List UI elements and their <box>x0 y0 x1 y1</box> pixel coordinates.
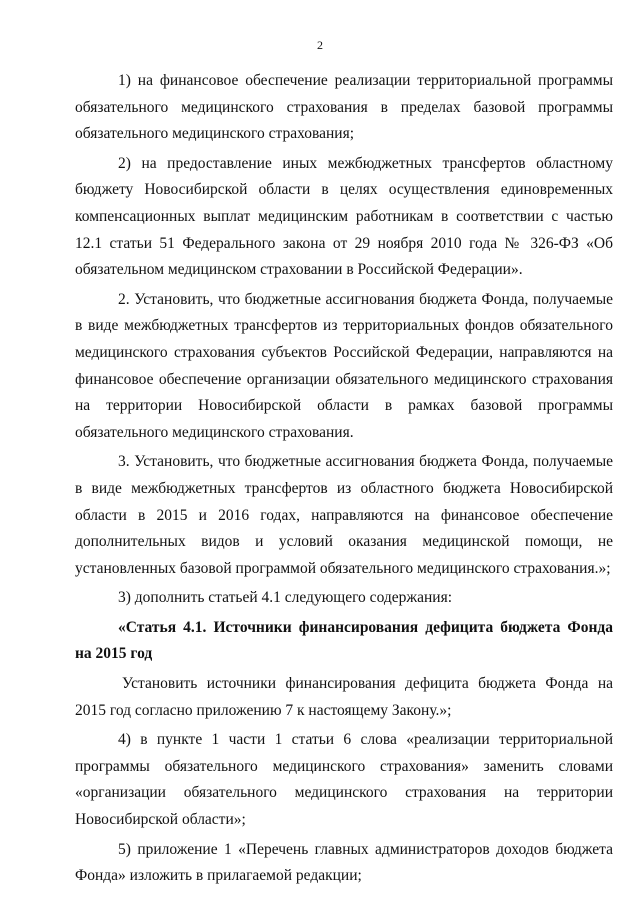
paragraph-item-2: 2) на предоставление иных межбюджетных трансфертов областному бюджету Новосибирской области в целях осуществления единовременных компенсационных выплат медицинским работникам в соответствии с частью 12.1 статьи 51 Федерального закона от 29 ноября 2010 года № 326-ФЗ «Об обязательном медицинском страховании в Российской Федерации». <box>75 154 613 279</box>
paragraph-item-1: 1) на финансовое обеспечение реализации территориальной программы обязательного медицинского страхования в пределах базовой программы обязательного медицинского страхования; <box>75 72 613 143</box>
page-number: 2 <box>317 38 323 52</box>
paragraph-item-4: 4) в пункте 1 части 1 статьи 6 слова «реализации территориальной программы обязательного медицинского страхования» заменить словами «организации обязательного медицинского страхования на территории Новосибирской области»; <box>75 731 613 829</box>
document-body <box>75 68 613 893</box>
paragraph-item-5: 5) приложение 1 «Перечень главных администраторов доходов бюджета Фонда» изложить в прилагаемой редакции; <box>75 840 613 885</box>
paragraph-article-text: Установить источники финансирования дефицита бюджета Фонда на 2015 год согласно приложению 7 к настоящему Закону.»; <box>75 675 613 719</box>
paragraph-clause-3: 3. Установить, что бюджетные ассигнования бюджета Фонда, получаемые в виде межбюджетных трансфертов из областного бюджета Новосибирской области в 2015 и 2016 годах, направляются на финансовое обеспечение дополнительных видов и условий оказания медицинской помощи, не установленных базовой программой обязательного медицинского страхования.»; <box>75 453 613 577</box>
article-heading: «Статья 4.1. Источники финансирования дефицита бюджета Фонда на 2015 год <box>75 618 613 663</box>
paragraph-item-3: 3) дополнить статьей 4.1 следующего содержания: <box>118 589 452 607</box>
paragraph-clause-2: 2. Установить, что бюджетные ассигнования бюджета Фонда, получаемые в виде межбюджетных трансфертов из территориальных фондов обязательного медицинского страхования субъектов Российской Федерации, направляются на финансовое обеспечение организации обязательного медицинского страхования на территории Новосибирской области в рамках базовой программы обязательного медицинского страхования. <box>75 290 613 441</box>
